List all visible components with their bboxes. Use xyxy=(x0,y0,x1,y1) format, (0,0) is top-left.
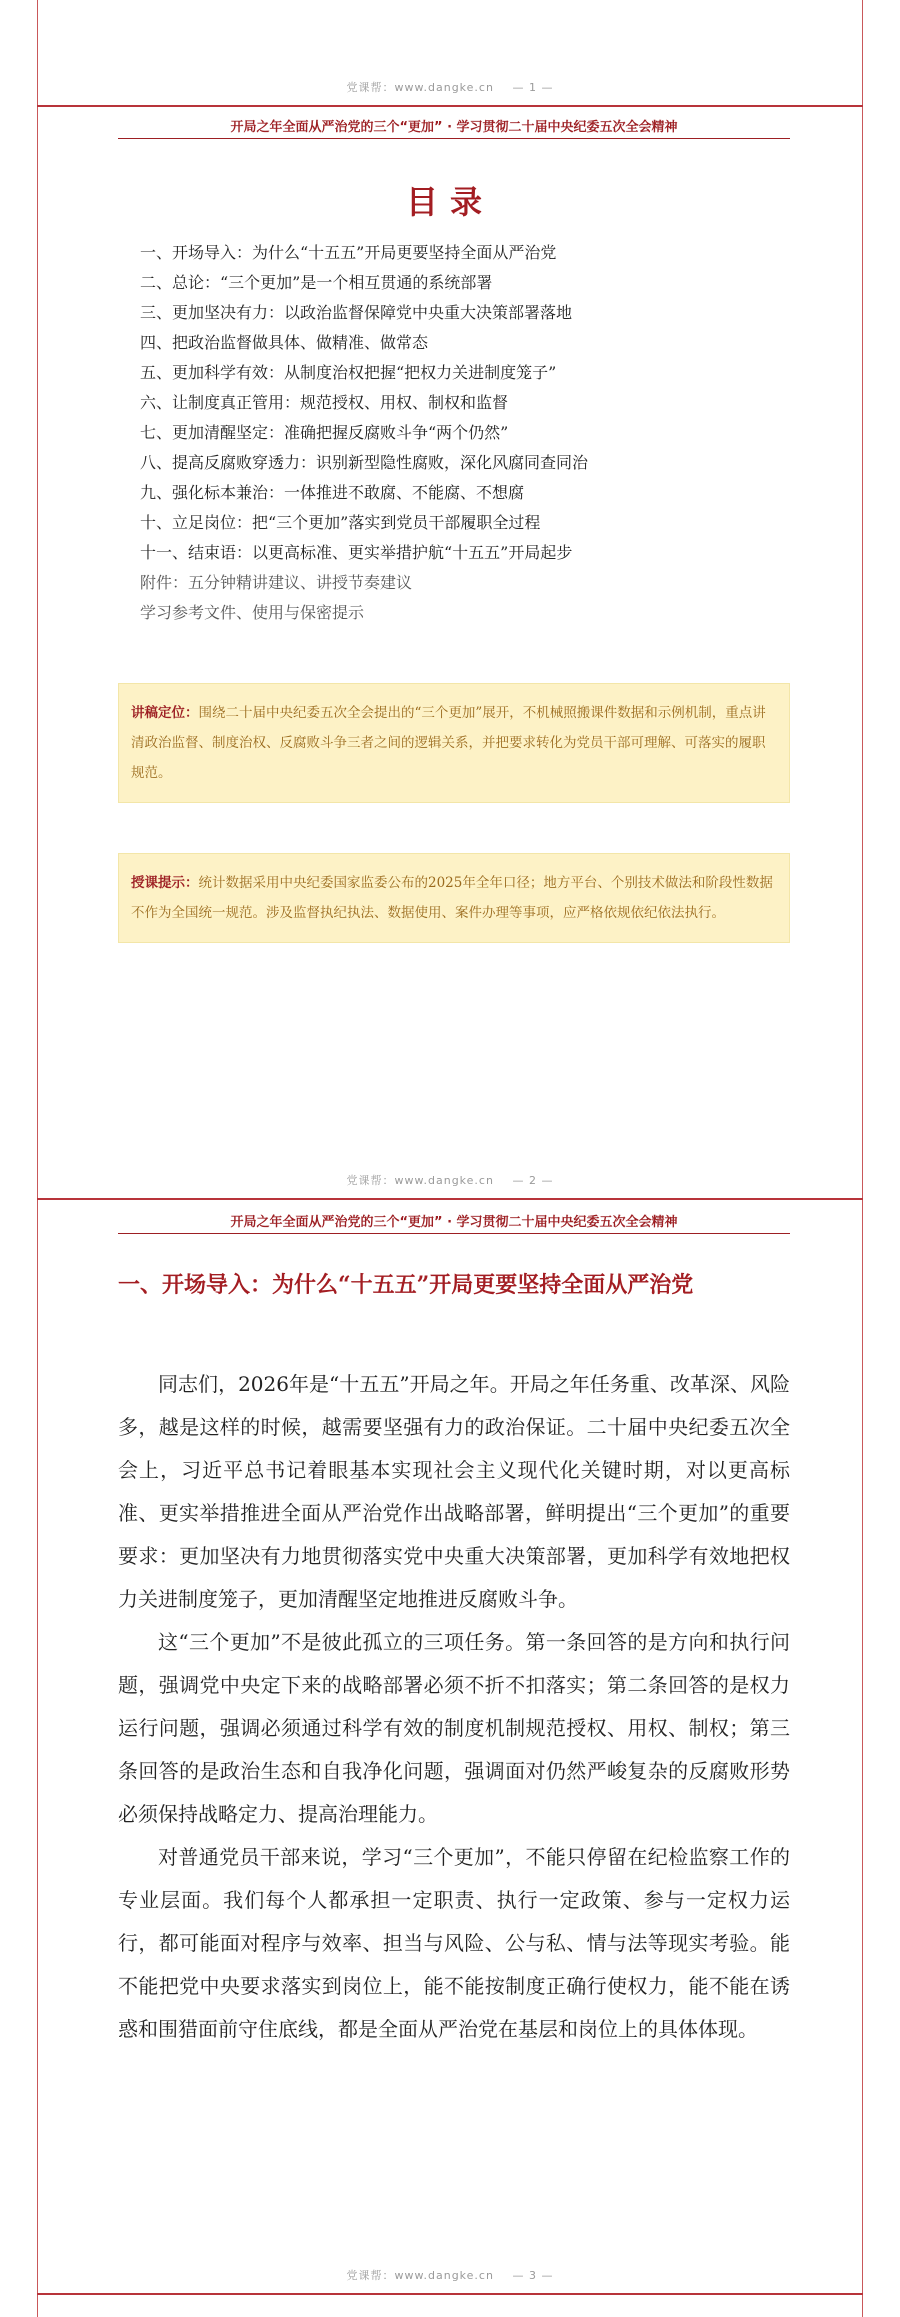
footer-site: 党课帮：www.dangke.cn xyxy=(346,81,494,94)
header-rule xyxy=(118,1233,790,1234)
toc-item[interactable]: 三、更加坚决有力：以政治监督保障党中央重大决策部署落地 xyxy=(140,303,573,322)
toc-item[interactable]: 八、提高反腐败穿透力：识别新型隐性腐败，深化风腐同查同治 xyxy=(140,453,589,472)
page-footer-1 xyxy=(37,79,863,95)
callout-positioning xyxy=(118,683,790,803)
toc-item[interactable]: 四、把政治监督做具体、做精准、做常态 xyxy=(140,333,429,352)
page-separator xyxy=(37,105,863,107)
callout-text: 围绕二十届中央纪委五次全会提出的“三个更加”展开，不机械照搬课件数据和示例机制，重点讲清政治监督、制度治权、反腐败斗争三者之间的逻辑关系，并把要求转化为党员干部可理解、可落实的履职规范。 xyxy=(131,705,766,781)
header-rule xyxy=(118,138,790,139)
toc-item-references[interactable]: 学习参考文件、使用与保密提示 xyxy=(140,603,365,622)
footer-site: 党课帮：www.dangke.cn xyxy=(346,1174,494,1187)
toc-item[interactable]: 十、立足岗位：把“三个更加”落实到党员干部履职全过程 xyxy=(140,513,541,532)
toc-item[interactable]: 二、总论：“三个更加”是一个相互贯通的系统部署 xyxy=(140,273,493,292)
page-separator xyxy=(37,1198,863,1200)
body-paragraph: 对普通党员干部来说，学习“三个更加”，不能只停留在纪检监察工作的专业层面。我们每个人都承担一定职责、执行一定政策、参与一定权力运行，都可能面对程序与效率、担当与风险、公与私、情与法等现实考验。能不能把党中央要求落实到岗位上，能不能按制度正确行使权力，能不能在诱惑和围猎面前守住底线，都是全面从严治党在基层和岗位上的具体体现。 xyxy=(118,1845,790,2041)
section-heading: 一、开场导入：为什么“十五五”开局更要坚持全面从严治党 xyxy=(118,1272,694,1298)
page-frame-right xyxy=(862,0,863,2317)
toc-item[interactable]: 九、强化标本兼治：一体推进不敢腐、不能腐、不想腐 xyxy=(140,483,525,502)
running-header: 开局之年全面从严治党的三个“更加” · 学习贯彻二十届中央纪委五次全会精神 xyxy=(230,1215,678,1230)
toc-item[interactable]: 六、让制度真正管用：规范授权、用权、制权和监督 xyxy=(140,393,509,412)
callout-label: 讲稿定位： xyxy=(131,705,199,721)
toc-item-appendix[interactable]: 附件：五分钟精讲建议、讲授节奏建议 xyxy=(140,573,413,592)
footer-page-number: — 3 — xyxy=(512,2269,554,2282)
footer-page-number: — 1 — xyxy=(512,81,554,94)
section-body xyxy=(118,1363,790,2051)
toc-item[interactable]: 十一、结束语：以更高标准、更实举措护航“十五五”开局起步 xyxy=(140,543,573,562)
page-footer-3 xyxy=(37,2267,863,2283)
callout-teaching-tip xyxy=(118,853,790,943)
toc-item[interactable]: 五、更加科学有效：从制度治权把握“把权力关进制度笼子” xyxy=(140,363,557,382)
running-header: 开局之年全面从严治党的三个“更加” · 学习贯彻二十届中央纪委五次全会精神 xyxy=(230,120,678,135)
toc-item[interactable]: 七、更加清醒坚定：准确把握反腐败斗争“两个仍然” xyxy=(140,423,509,442)
body-paragraph: 这“三个更加”不是彼此孤立的三项任务。第一条回答的是方向和执行问题，强调党中央定下来的战略部署必须不折不扣落实；第二条回答的是权力运行问题，强调必须通过科学有效的制度机制规范授权、用权、制权；第三条回答的是政治生态和自我净化问题，强调面对仍然严峻复杂的反腐败形势必须保持战略定力、提高治理能力。 xyxy=(118,1630,790,1826)
footer-page-number: — 2 — xyxy=(512,1174,554,1187)
page-frame-left xyxy=(37,0,38,2317)
footer-site: 党课帮：www.dangke.cn xyxy=(346,2269,494,2282)
callout-label: 授课提示： xyxy=(131,875,199,891)
callout-text: 统计数据采用中央纪委国家监委公布的2025年全年口径；地方平台、个别技术做法和阶段性数据不作为全国统一规范。涉及监督执纪执法、数据使用、案件办理等事项，应严格依规依纪依法执行。 xyxy=(131,875,773,921)
page-separator xyxy=(37,2293,863,2295)
toc-item[interactable]: 一、开场导入：为什么“十五五”开局更要坚持全面从严治党 xyxy=(140,243,557,262)
toc-list xyxy=(140,238,840,628)
page-footer-2 xyxy=(37,1172,863,1188)
body-paragraph: 同志们，2026年是“十五五”开局之年。开局之年任务重、改革深、风险多，越是这样的时候，越需要坚强有力的政治保证。二十届中央纪委五次全会上，习近平总书记着眼基本实现社会主义现代化关键时期，对以更高标准、更实举措推进全面从严治党作出战略部署，鲜明提出“三个更加”的重要要求：更加坚决有力地贯彻落实党中央重大决策部署，更加科学有效地把权力关进制度笼子，更加清醒坚定地推进反腐败斗争。 xyxy=(118,1372,790,1611)
toc-title: 目录 xyxy=(405,183,494,221)
